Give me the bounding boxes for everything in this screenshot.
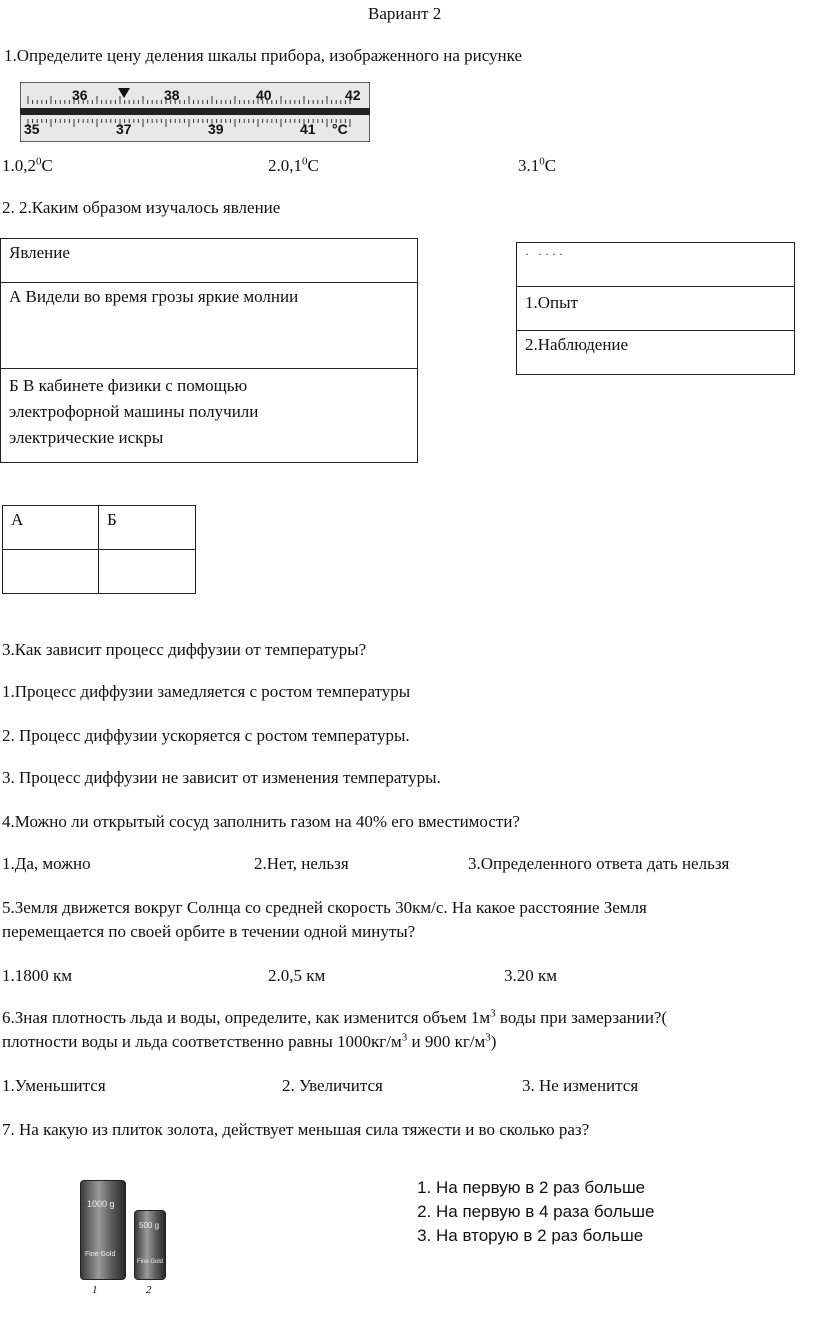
- q4-option-3: 3.Определенного ответа дать нельзя: [468, 854, 730, 873]
- scale-bottom-39: 39: [208, 121, 224, 137]
- answer-table: [2, 505, 196, 594]
- gold-bar-500g: [134, 1210, 166, 1280]
- answer-col-a: А: [3, 506, 99, 550]
- q5-option-2: 2.0,5 км: [268, 966, 326, 985]
- q2-text: 2. 2.Каким образом изучалось явление: [2, 198, 281, 217]
- scale-bottom-41: 41: [300, 121, 316, 137]
- q6-line-2: плотности воды и льда соответственно равны $1000кг/м^3$ и 900 $кг/м^3$): [2, 1031, 497, 1051]
- q6-option-3: 3. Не изменится: [522, 1076, 639, 1095]
- q3-text: 3.Как зависит процесс диффузии от температуры?: [2, 640, 367, 659]
- q1-answer-2: 2.0,1$^0$С: [268, 155, 319, 175]
- row-b-line-3: электрические искры: [9, 428, 164, 447]
- phenomenon-table: [0, 238, 418, 463]
- method-header: · ····: [517, 243, 795, 287]
- method-option-2: 2.Наблюдение: [517, 331, 795, 375]
- thermometer-scale-figure: [20, 82, 370, 142]
- q1-text: 1.Определите цену деления шкалы прибора, изображенного на рисунке: [4, 46, 523, 65]
- q6-line-1: 6.Зная плотность льда и воды, определите, как изменится объем $1м^3$ воды при замерзании?(: [2, 1007, 668, 1027]
- gold-bar-1000g: [80, 1180, 126, 1280]
- answer-cell-b[interactable]: [99, 550, 196, 594]
- phenomenon-header: Явление: [1, 239, 418, 283]
- row-b-line-1: Б В кабинете физики с помощью: [9, 376, 248, 395]
- bar2-label: 500 g: [139, 1221, 160, 1230]
- q5-line-1: 5.Земля движется вокруг Солнца со средней скорость 30км/с. На какое расстояние Земля: [2, 898, 647, 917]
- scale-bottom-37: 37: [116, 121, 132, 137]
- q7-option-1: 1. На первую в 2 раз больше: [436, 1178, 655, 1198]
- page-title: Вариант 2: [368, 4, 442, 23]
- method-table: [516, 242, 795, 375]
- scale-top-42: 42: [345, 87, 361, 103]
- q6-option-2: 2. Увеличится: [282, 1076, 383, 1095]
- q1-answer-3: $3.1^0С$: [518, 155, 557, 175]
- scale-top-36: 36: [72, 87, 88, 103]
- scale-bottom-35: 35: [24, 121, 40, 137]
- bar-caption-2: 2: [146, 1284, 152, 1296]
- q4-option-2: 2.Нет, нельзя: [254, 854, 349, 873]
- q4-option-1: 1.Да, можно: [2, 854, 91, 873]
- phenomenon-row-a: А Видели во время грозы яркие молнии: [1, 283, 418, 369]
- answer-cell-a[interactable]: [3, 550, 99, 594]
- q3-option-3: 3. Процесс диффузии не зависит от изменения температуры.: [2, 768, 441, 787]
- q5-option-1: 1.1800 км: [2, 966, 73, 985]
- q4-text: 4.Можно ли открытый сосуд заполнить газом на 40% его вместимости?: [2, 812, 520, 831]
- q7-option-2: 2. На первую в 4 раза больше: [436, 1202, 655, 1222]
- bar1-label: 1000 g: [87, 1199, 115, 1209]
- q7-option-3: 3. На вторую в 2 раз больше: [436, 1226, 655, 1246]
- q5-line-2: перемещается по своей орбите в течении одной минуты?: [2, 922, 416, 941]
- method-option-1: 1.Опыт: [517, 287, 795, 331]
- q1-answer-1: 1.0,2$^0$С: [2, 155, 53, 175]
- q7-text: 7. На какую из плиток золота, действует меньшая сила тяжести и во сколько раз?: [2, 1120, 590, 1139]
- scale-unit: °C: [332, 121, 348, 137]
- q5-option-3: 3.20 км: [504, 966, 558, 985]
- q3-option-1: 1.Процесс диффузии замедляется с ростом температуры: [2, 682, 411, 701]
- bar2-sub: Fine Gold: [137, 1259, 164, 1265]
- answer-col-b: Б: [99, 506, 196, 550]
- scale-top-38: 38: [164, 87, 180, 103]
- scale-top-40: 40: [256, 87, 272, 103]
- q3-option-2: 2. Процесс диффузии ускоряется с ростом температуры.: [2, 726, 410, 745]
- phenomenon-row-b: [1, 369, 418, 463]
- bar-caption-1: 1: [92, 1284, 98, 1296]
- q6-option-1: 1.Уменьшится: [2, 1076, 106, 1095]
- row-b-line-2: электрофорной машины получили: [9, 402, 259, 421]
- bar1-sub: Fine Gold: [85, 1251, 116, 1258]
- q7-options: [400, 1178, 655, 1250]
